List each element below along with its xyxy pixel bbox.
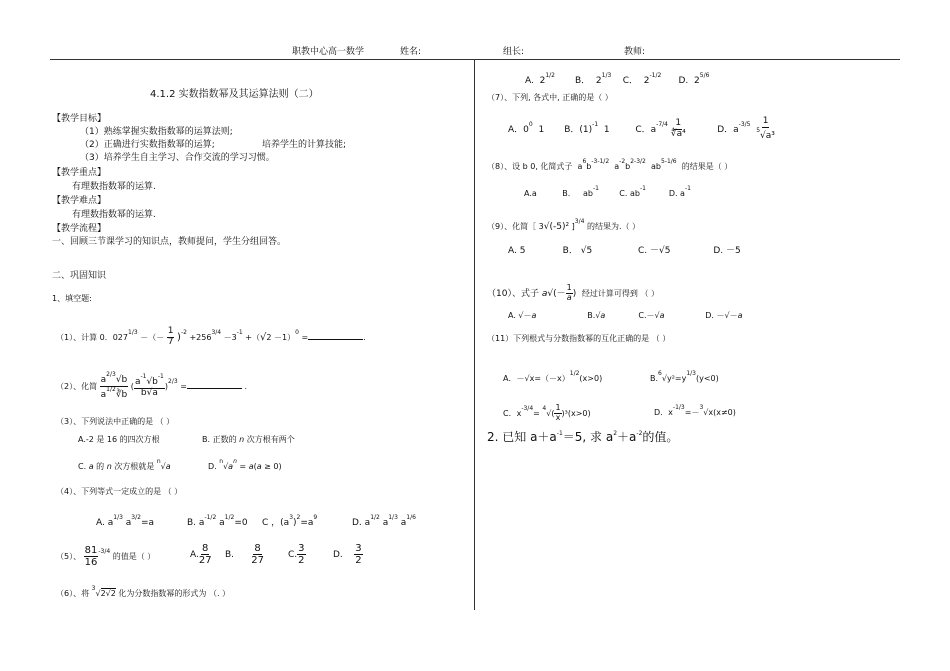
column-divider bbox=[474, 60, 475, 610]
q4-question: （4）、下列等式一定成立的是 （ ） bbox=[56, 487, 183, 496]
goal-2: （2）正确进行实数指数幂的运算; bbox=[80, 140, 215, 150]
q8-option-b[interactable]: B. $ab^{-1}$ bbox=[562, 185, 599, 198]
q5-option-a[interactable]: A. $\frac{8}{27}$ bbox=[190, 543, 212, 566]
q1-text: （1）、计算 0．$027^{1/3}$ －（－ $\frac{1}{7}$ )$^{-2} +256^{3/4} -3^{-1} +(√2 -1)^0$ = . bbox=[56, 326, 366, 347]
q8-question: （8）、设 b 0, 化简式子 $a^6b^{-3-1/2}$ $a^{-2}b^{2-3/2}$ $ab^{5-1/6}$ 的结果是（ ） bbox=[487, 158, 733, 171]
goal-1: （1）熟练掌握实数指数幂的运算法则; bbox=[80, 127, 233, 137]
difficulty-label: 【教学难点】 bbox=[52, 196, 107, 206]
q6-option-b[interactable]: B． $2^{1/3}$ bbox=[575, 72, 612, 86]
q10-option-c[interactable]: C.－√a bbox=[638, 311, 665, 320]
header-rule bbox=[50, 59, 900, 60]
q6-text: （6）、将 $^3$√2√2 化为分数指数幂的形式为 （. ） bbox=[56, 585, 231, 598]
q3-question: （3）、下列说法中正确的是 （ ） bbox=[56, 417, 175, 426]
q6-option-a[interactable]: A. $2^{1/2}$ bbox=[525, 72, 555, 86]
q3-option-d[interactable]: D. $^n√a^n = a(a \ge 0)$ bbox=[208, 458, 282, 471]
q11-option-d[interactable]: D．$x^{-1/3}=-^3√x(x\ne 0)$ bbox=[654, 404, 736, 417]
q10-question: （10）、式子 a√(－ $\frac{1}{a}$ ) 经过计算可得到 （ ） bbox=[487, 283, 660, 302]
q7-option-a[interactable]: A．$0^0$ 1 bbox=[508, 120, 545, 135]
q9-option-a[interactable]: A. 5 bbox=[508, 246, 526, 256]
header-school: 职教中心高一数学 bbox=[292, 47, 365, 57]
fill-in-label: 1、填空题: bbox=[52, 294, 92, 303]
q11-option-c[interactable]: C．$x^{-3/4}= ^4√$( $\frac{1}{x}$ )³(x>0) bbox=[503, 403, 591, 422]
q2-blank[interactable] bbox=[187, 380, 242, 389]
q7-options bbox=[508, 117, 775, 142]
q10-option-b[interactable]: B.√a bbox=[587, 311, 606, 320]
q1-blank[interactable] bbox=[308, 331, 363, 340]
q11-option-a[interactable]: A．$-√x=(-x)^{1/2}(x>0)$ bbox=[503, 370, 603, 383]
q5-option-b[interactable]: B. $\frac{8}{27}$ bbox=[225, 543, 264, 566]
q9-option-b[interactable]: B． √5 bbox=[562, 246, 593, 256]
q9-question: （9）、化简［ 3√(-5)² ]$^{3/4}$ 的结果为.（ ） bbox=[487, 218, 641, 232]
goal-2b: 培养学生的计算技能; bbox=[262, 140, 347, 150]
q3-option-a[interactable]: A.-2 是 16 的四次方根 bbox=[78, 435, 160, 444]
q3-option-b[interactable]: B. 正数的 n 次方根有两个 bbox=[202, 435, 295, 444]
key-label: 【教学重点】 bbox=[52, 168, 107, 178]
q8-options bbox=[524, 185, 691, 198]
q5-text: （5）、 $\frac{81}{16}$ $^{-3/4}$ 的值是（ ） bbox=[56, 545, 156, 568]
q7-question: （7）、下列, 各式中, 正确的是（ ） bbox=[487, 93, 613, 102]
q3-option-c[interactable]: C. a 的 n 次方根就是 $^n$√a bbox=[78, 458, 171, 471]
q5-option-c[interactable]: C. $\frac{3}{2}$ bbox=[288, 543, 305, 566]
header-teacher-label: 教师: bbox=[624, 47, 646, 57]
q8-option-d[interactable]: D. $a^{-1}$ bbox=[668, 185, 691, 198]
q9-option-c[interactable]: C. －√5 bbox=[637, 246, 671, 256]
q8-option-c[interactable]: C. $ab^{-1}$ bbox=[619, 185, 646, 198]
q6-options bbox=[525, 72, 709, 86]
difficulty-text: 有理数指数幂的运算. bbox=[72, 210, 156, 220]
q4-option-c[interactable]: C ，$(a^3)^2=a^9$ bbox=[262, 514, 318, 528]
q2-text: （2）、化简 $\frac{a^{2/3}√b}{a^{1/2}∛b}$ ( $\frac{a^{-1}√b^{-1}}{b√a}$ )$^{2/3}$ = . bbox=[56, 371, 247, 400]
step-1: 一、回顾三节课学习的知识点，教师提问，学生分组回答。 bbox=[52, 237, 287, 247]
q10-options bbox=[508, 310, 742, 321]
goal-3: （3）培养学生自主学习、合作交流的学习习惯。 bbox=[80, 153, 275, 163]
q1-fraction: $\frac{1}{7}$ bbox=[167, 326, 174, 347]
q9-options bbox=[508, 243, 741, 256]
page-title: 4.1.2 实数指数幂及其运算法则（二） bbox=[150, 89, 319, 100]
q7-option-b[interactable]: B．$(1)^{-1}$ 1 bbox=[564, 120, 610, 135]
q11-question: （11）下列根式与分数指数幂的互化正确的是 （ ） bbox=[487, 334, 671, 343]
problem-2: 2. 已知 $a+a^{-1}=5$, 求 $a^2+a^{-2}$的值。 bbox=[487, 430, 679, 444]
header-name-label: 姓名: bbox=[400, 47, 422, 57]
q7-option-c[interactable]: C．$a^{-7/4}$ $\frac{1}{\text{∜a⁴}}$ bbox=[635, 118, 686, 139]
q4-option-d[interactable]: D. $a^{1/2}$ $a^{1/3}$ $a^{1/6}$ bbox=[352, 514, 416, 528]
flow-label: 【教学流程】 bbox=[52, 224, 107, 234]
step-2: 二、巩固知识 bbox=[52, 271, 107, 281]
q9-option-d[interactable]: D. －5 bbox=[713, 246, 741, 256]
q6-option-d[interactable]: D. $2^{5/6}$ bbox=[678, 72, 710, 86]
q10-option-d[interactable]: D. －√－a bbox=[705, 311, 743, 320]
q10-option-a[interactable]: A. √－a bbox=[508, 311, 537, 320]
q4-option-b[interactable]: B. $a^{-1/2}$ $a^{1/2}=0$ bbox=[187, 514, 248, 528]
q7-option-d[interactable]: D．$a^{-3/5}$ $\frac{1}{^5√a^3}$ bbox=[717, 116, 775, 141]
goals-label: 【教学目标】 bbox=[52, 114, 107, 124]
q6-option-c[interactable]: C． $2^{-1/2}$ bbox=[622, 72, 662, 86]
key-text: 有理数指数幂的运算. bbox=[72, 182, 156, 192]
q8-option-a[interactable]: A.a bbox=[524, 189, 537, 198]
q5-option-d[interactable]: D. $\frac{3}{2}$ bbox=[333, 543, 362, 566]
header-leader-label: 组长: bbox=[503, 47, 525, 57]
q11-option-b[interactable]: $B.^6√y^2=y^{1/3}(y<0)$ bbox=[650, 370, 719, 383]
q4-option-a[interactable]: A. $a^{1/3}$ $a^{3/2}=a$ bbox=[96, 514, 155, 528]
